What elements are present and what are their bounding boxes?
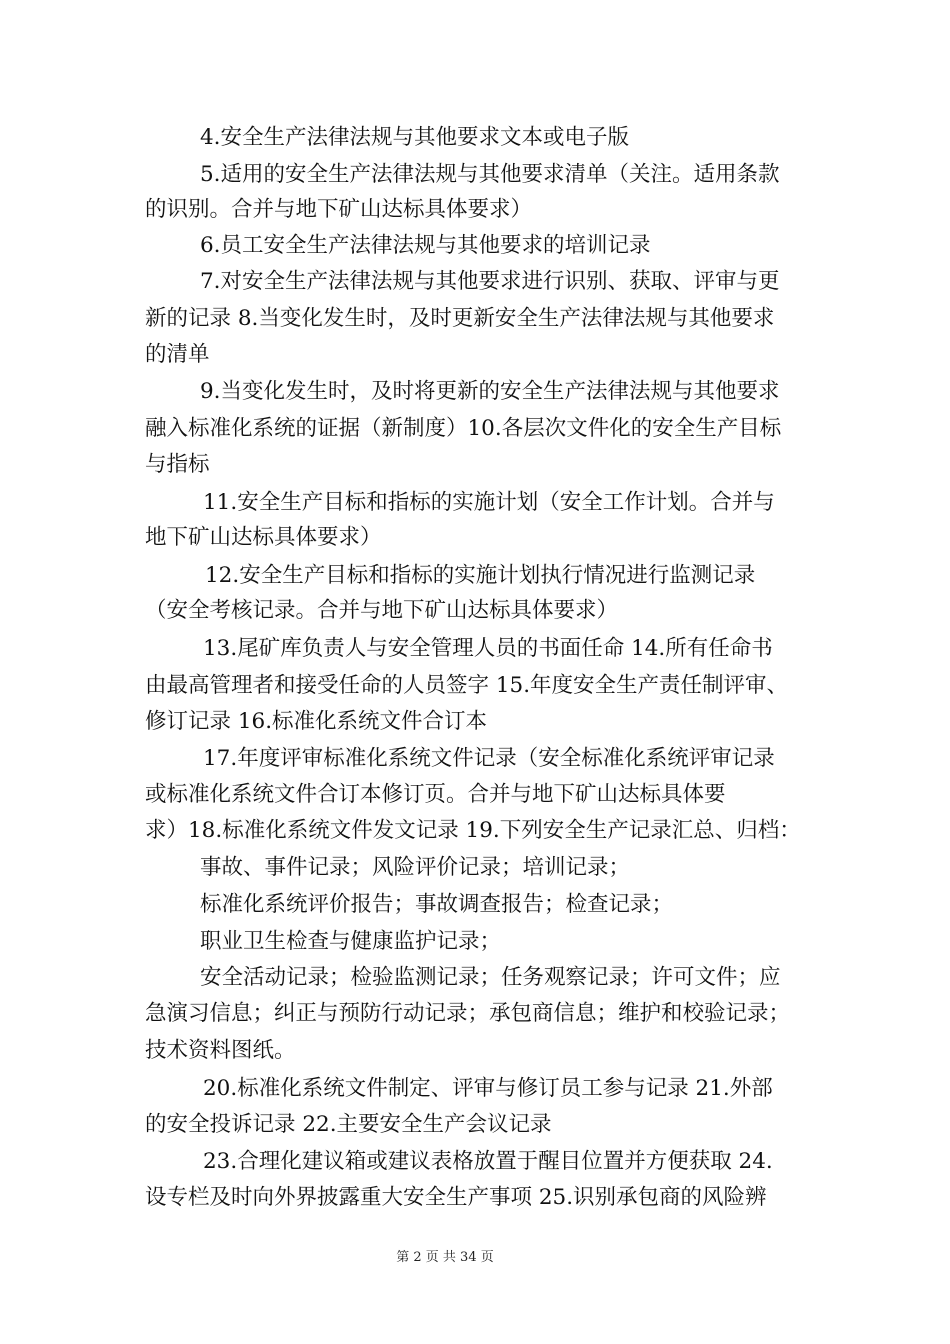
text-line: 的安全投诉记录 22.主要安全生产会议记录 [145, 1112, 552, 1137]
text-line: 急演习信息；纠正与预防行动记录；承包商信息；维护和校验记录； [145, 1001, 791, 1026]
text-line: 修订记录 16.标准化系统文件合订本 [145, 709, 488, 734]
text-line: 由最高管理者和接受任命的人员签字 15.年度安全生产责任制评审、 [145, 673, 789, 698]
text-line: 20.标准化系统文件制定、评审与修订员工参与记录 21.外部 [203, 1076, 773, 1101]
text-line: 4.安全生产法律法规与其他要求文本或电子版 [200, 125, 630, 150]
text-line: 的清单 [145, 342, 210, 367]
text-line: 17.年度评审标准化系统文件记录（安全标准化系统评审记录 [203, 746, 775, 771]
text-line: 求）18.标准化系统文件发文记录 19.下列安全生产记录汇总、归档： [145, 818, 801, 843]
text-line: 事故、事件记录；风险评价记录；培训记录； [200, 855, 631, 880]
page-footer [0, 1246, 950, 1265]
text-line: 技术资料图纸。 [145, 1038, 296, 1063]
text-line: 9.当变化发生时，及时将更新的安全生产法律法规与其他要求 [200, 379, 780, 404]
text-line: 与指标 [145, 452, 210, 477]
text-line: 设专栏及时向外界披露重大安全生产事项 25.识别承包商的风险辨 [145, 1185, 767, 1210]
text-line: 7.对安全生产法律法规与其他要求进行识别、获取、评审与更 [200, 269, 780, 294]
text-line: 新的记录 8.当变化发生时，及时更新安全生产法律法规与其他要求 [145, 306, 775, 331]
text-line: 的识别。合并与地下矿山达标具体要求） [145, 197, 533, 222]
text-line: 职业卫生检查与健康监护记录； [200, 929, 502, 954]
text-line: 13.尾矿库负责人与安全管理人员的书面任命 14.所有任命书 [203, 636, 773, 661]
text-line: 安全活动记录；检验监测记录；任务观察记录；许可文件；应 [200, 965, 781, 990]
text-line: 或标准化系统文件合订本修订页。合并与地下矿山达标具体要 [145, 782, 726, 807]
text-line: 标准化系统评价报告；事故调查报告；检查记录； [200, 892, 674, 917]
text-line: （安全考核记录。合并与地下矿山达标具体要求） [145, 598, 619, 623]
text-line: 融入标准化系统的证据（新制度）10.各层次文件化的安全生产目标 [145, 416, 782, 441]
text-line: 5.适用的安全生产法律法规与其他要求清单（关注。适用条款 [200, 162, 780, 187]
text-line: 地下矿山达标具体要求） [145, 525, 382, 550]
text-line: 12.安全生产目标和指标的实施计划执行情况进行监测记录 [205, 563, 756, 588]
text-line: 6.员工安全生产法律法规与其他要求的培训记录 [200, 233, 651, 258]
text-line: 11.安全生产目标和指标的实施计划（安全工作计划。合并与 [203, 490, 775, 515]
text-line: 23.合理化建议箱或建议表格放置于醒目位置并方便获取 24. [203, 1149, 773, 1174]
page-number: 第 2 页 共 34 页 [396, 1250, 494, 1265]
